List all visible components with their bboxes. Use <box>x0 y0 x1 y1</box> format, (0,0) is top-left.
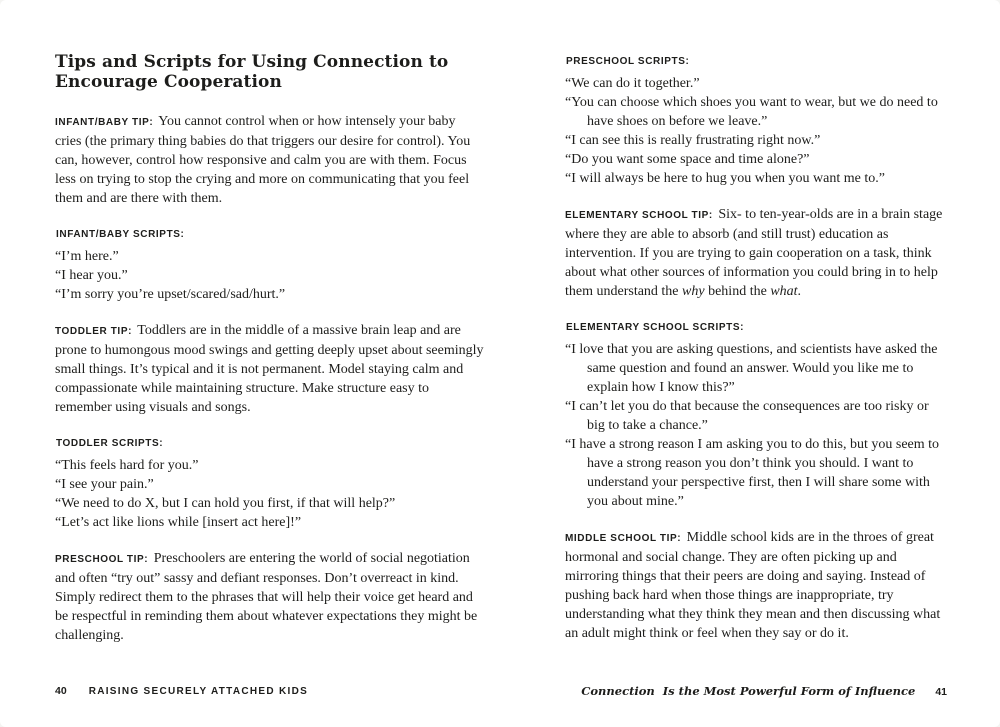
right-page <box>565 52 949 660</box>
section-label: MIDDLE SCHOOL TIP: <box>565 533 682 544</box>
tip-section <box>565 528 949 643</box>
left-page-footer <box>55 685 308 697</box>
script-line: “This feels hard for you.” <box>55 458 199 473</box>
script-line: “I can see this is really frustrating right now.” <box>565 133 821 148</box>
tip-text <box>565 528 949 643</box>
tip-text-run: You cannot control when or how intensely your baby cries (the primary thing babies do that triggers our desire for control). You can, however, control how responsive and calm you are with them. Focus less on trying to stop the crying and more on communicating that you feel them and are there with them. <box>55 114 471 206</box>
script-line: “We need to do X, but I can hold you first, if that will help?” <box>55 496 396 511</box>
scripts-section <box>55 434 485 532</box>
tip-text-run: Six- to ten-year-olds are in a brain stage where they are able to absorb (and still trust) education as intervention. If you are trying to gain cooperation on a task, think about what other sources of information you could bring in to help them understand the <box>565 207 943 299</box>
page-heading-line2: Encourage Cooperation <box>55 72 282 92</box>
running-head-left: RAISING SECURELY ATTACHED KIDS <box>88 686 309 697</box>
section-label: ELEMENTARY SCHOOL SCRIPTS: <box>566 322 745 333</box>
tip-text-run: . <box>797 284 802 299</box>
section-label: PRESCHOOL TIP: <box>55 554 149 565</box>
script-line: “You can choose which shoes you want to wear, but we do need to have shoes on before we leave.” <box>565 95 938 129</box>
tip-text <box>55 112 485 208</box>
section-label: INFANT/BABY SCRIPTS: <box>56 229 185 240</box>
script-line: “We can do it together.” <box>565 76 700 91</box>
page-heading <box>55 52 485 92</box>
right-page-sections <box>565 52 949 643</box>
scripts-section <box>55 225 485 304</box>
tip-text-run: Toddlers are in the middle of a massive brain leap and are prone to humongous mood swings and getting deeply upset about seemingly small things. It’s typical and it is not permanent. Model staying calm and compassionate while maintaining structure. Make structure easy to remember using visuals and songs. <box>55 323 484 415</box>
section-label: PRESCHOOL SCRIPTS: <box>566 56 690 67</box>
script-line: “I hear you.” <box>55 268 128 283</box>
tip-text-italic-run: why <box>682 284 705 299</box>
left-page <box>55 52 485 662</box>
tip-text <box>55 321 485 417</box>
script-line: “I’m here.” <box>55 249 119 264</box>
script-line: “I see your pain.” <box>55 477 154 492</box>
page-heading-line1: Tips and Scripts for Using Connection to <box>55 52 449 72</box>
tip-section <box>55 112 485 208</box>
tip-text <box>55 549 485 645</box>
scripts-section <box>565 318 949 511</box>
tip-text-run: behind the <box>704 284 771 299</box>
page-number-right: 41 <box>935 686 947 698</box>
script-line: “I have a strong reason I am asking you to do this, but you seem to have a strong reason you don’t think you should. I want to understand your perspective first, then I will share some with you about mine.” <box>565 437 940 509</box>
script-line: “Let’s act like lions while [insert act here]!” <box>55 515 302 530</box>
tip-text <box>565 205 949 301</box>
section-label: TODDLER SCRIPTS: <box>56 438 164 449</box>
section-label: ELEMENTARY SCHOOL TIP: <box>565 210 713 221</box>
script-line: “I love that you are asking questions, and scientists have asked the same question and found an answer. Would you like me to explain how I know this?” <box>565 342 938 395</box>
tip-section <box>55 321 485 417</box>
script-line: “Do you want some space and time alone?” <box>565 152 810 167</box>
script-line: “I can’t let you do that because the consequences are too risky or big to take a chance.” <box>565 399 929 433</box>
tip-section <box>55 549 485 645</box>
section-label: INFANT/BABY TIP: <box>55 117 154 128</box>
script-line: “I will always be here to hug you when you want me to.” <box>565 171 885 186</box>
tip-text-run: Middle school kids are in the throes of great hormonal and social change. They are often picking up and mirroring things that their peers are doing and saying. Instead of pushing back hard when those things are inappropriate, try understanding what they think they mean and then discussing what an adult might think or feel when they say or do it. <box>565 530 941 641</box>
running-head-right: Connection Is the Most Powerful Form of Influence <box>581 684 916 698</box>
script-line: “I’m sorry you’re upset/scared/sad/hurt.” <box>55 287 286 302</box>
right-page-footer <box>581 684 947 698</box>
page-number-left: 40 <box>55 685 67 697</box>
section-label: TODDLER TIP: <box>55 326 133 337</box>
tip-text-run: Preschoolers are entering the world of social negotiation and often “try out” sassy and defiant responses. Don’t overreact in kind. Simply redirect them to the phrases that will help their voice get heard and be respectful in reminding them about whatever expectations they might be challenging. <box>55 551 478 643</box>
tip-text-italic-run: what <box>770 284 798 299</box>
tip-section <box>565 205 949 301</box>
scripts-section <box>565 52 949 188</box>
left-page-sections <box>55 112 485 645</box>
